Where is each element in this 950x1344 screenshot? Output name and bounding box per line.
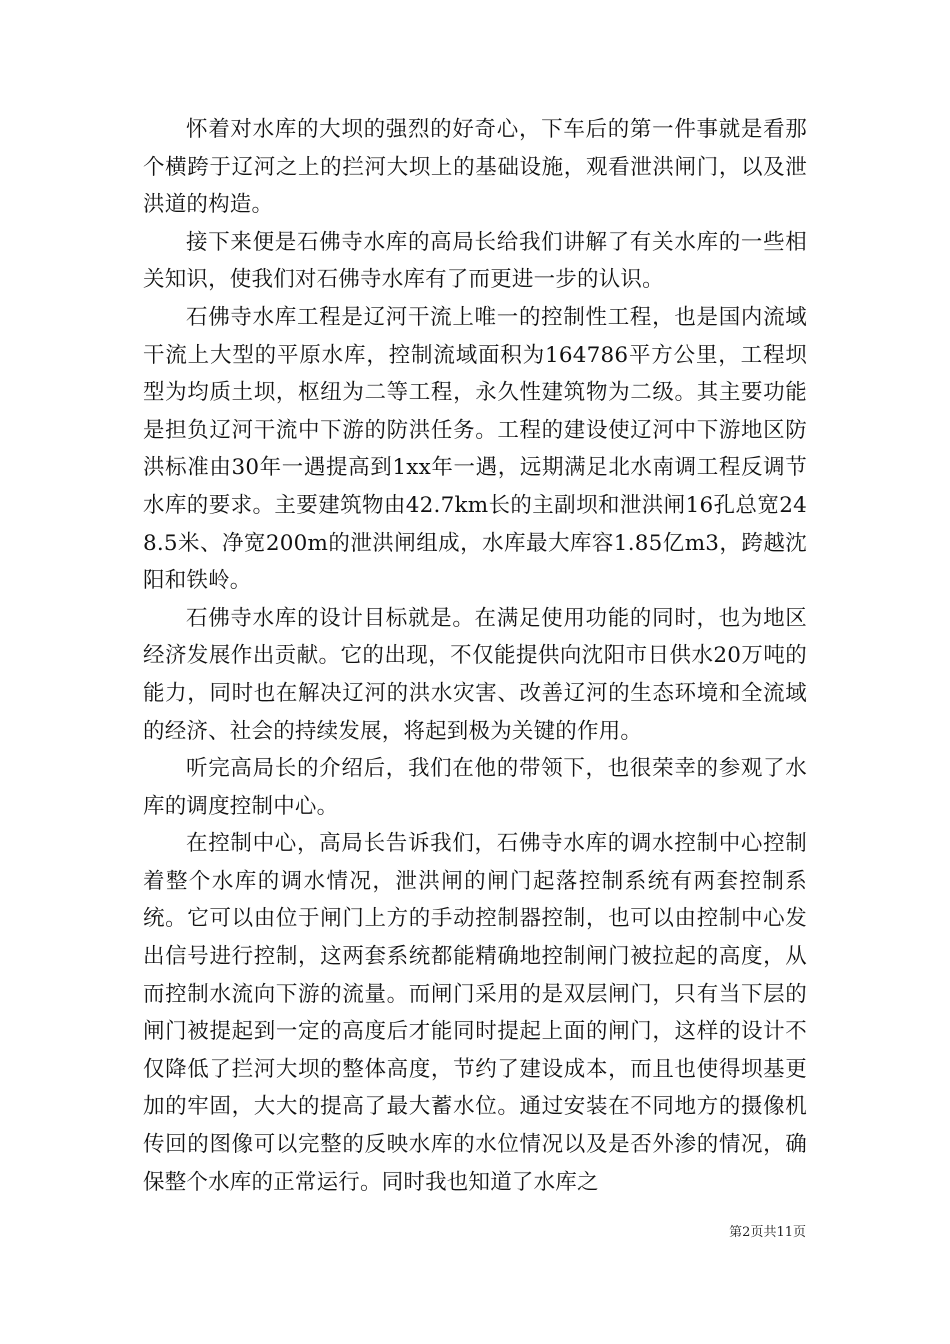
paragraph-design-goal: 石佛寺水库的设计目标就是。在满足使用功能的同时，也为地区经济发展作出贡献。它的出现，不仅能提供向沈阳市日供水20万吨的能力，同时也在解决辽河的洪水灾害、改善辽河的生态环境和全流域的经济、社会的持续发展，将起到极为关键的作用。 xyxy=(143,605,807,744)
page-number-footer: 第2页共11页 xyxy=(729,1225,806,1240)
paragraph-director-lecture: 接下来便是石佛寺水库的高局长给我们讲解了有关水库的一些相关知识，使我们对石佛寺水库有了而更进一步的认识。 xyxy=(143,229,807,293)
paragraph-control-center-visit: 听完高局长的介绍后，我们在他的带领下，也很荣幸的参观了水库的调度控制中心。 xyxy=(143,756,807,819)
paragraph-control-center-details: 在控制中心，高局长告诉我们，石佛寺水库的调水控制中心控制着整个水库的调水情况，泄洪闸的闸门起落控制系统有两套控制系统。它可以由位于闸门上方的手动控制器控制，也可以由控制中心发出信号进行控制，这两套系统都能精确地控制闸门被拉起的高度，从而控制水流向下游的流量。而闸门采用的是双层闸门，只有当下层的闸门被提起到一定的高度后才能同时提起上面的闸门，这样的设计不仅降低了拦河大坝的整体高度，节约了建设成本，而且也使得坝基更加的牢固，大大的提高了最大蓄水位。通过安装在不同地方的摄像机传回的图像可以完整的反映水库的水位情况以及是否外渗的情况，确保整个水库的正常运行。同时我也知道了水库之 xyxy=(143,831,807,1195)
document-body xyxy=(143,111,807,1201)
paragraph-project-overview: 石佛寺水库工程是辽河干流上唯一的控制性工程，也是国内流域干流上大型的平原水库，控制流域面积为164786平方公里，工程坝型为均质土坝，枢纽为二等工程，永久性建筑物为二级。其主要功能是担负辽河干流中下游的防洪任务。工程的建设使辽河中下游地区防洪标准由30年一遇提高到1xx年一遇，远期满足北水南调工程反调节水库的要求。主要建筑物由42.7km长的主副坝和泄洪闸16孔总宽248.5米、净宽200m的泄洪闸组成，水库最大库容1.85亿m3，跨越沈阳和铁岭。 xyxy=(143,304,807,594)
paragraph-dam-curiosity: 怀着对水库的大坝的强烈的好奇心，下车后的第一件事就是看那个横跨于辽河之上的拦河大坝上的基础设施，观看泄洪闸门，以及泄洪道的构造。 xyxy=(143,117,807,218)
